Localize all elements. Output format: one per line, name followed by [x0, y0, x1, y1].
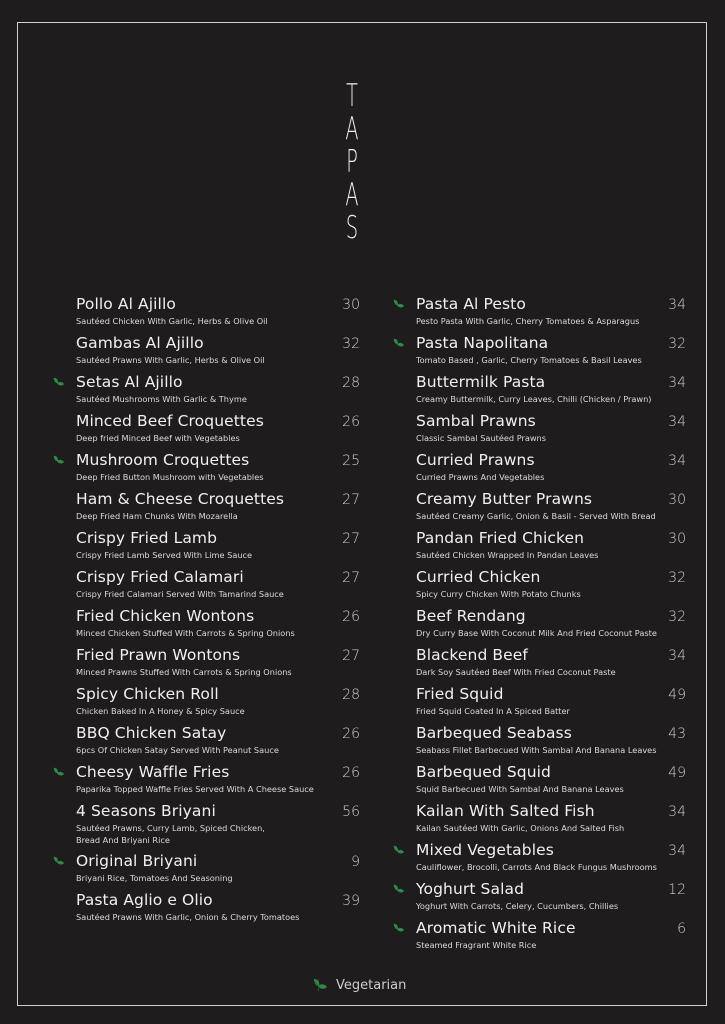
- menu-item: [384, 879, 686, 918]
- leaf-icon: [52, 455, 65, 466]
- menu-item-price: 26: [342, 414, 360, 430]
- menu-item-price: 34: [668, 648, 686, 664]
- menu-item-description: Creamy Buttermilk, Curry Leaves, Chilli (Chicken / Prawn): [416, 394, 652, 404]
- menu-item-name: Creamy Butter Prawns: [416, 490, 593, 508]
- menu-item-name: Setas Al Ajillo: [76, 373, 183, 391]
- menu-item: [44, 723, 360, 762]
- leaf-icon: [52, 856, 65, 867]
- menu-item-price: 34: [668, 297, 686, 313]
- menu-item-name: Crispy Fried Calamari: [76, 568, 244, 586]
- menu-item-description: Sautéed Prawns With Garlic, Onion & Cherry Tomatoes: [76, 912, 300, 922]
- menu-item-description: Spicy Curry Chicken With Potato Chunks: [416, 589, 581, 599]
- menu-item-name: Sambal Prawns: [416, 412, 536, 430]
- menu-item-name: Aromatic White Rice: [416, 919, 576, 937]
- menu-item-name: Original Briyani: [76, 852, 198, 870]
- menu-item-description: Bread And Briyani Rice: [76, 835, 170, 845]
- menu-item-price: 43: [668, 726, 686, 742]
- menu-item-description: Seabass Fillet Barbecued With Sambal And Banana Leaves: [416, 745, 657, 755]
- menu-item-description: Sautéed Chicken Wrapped In Pandan Leaves: [416, 550, 599, 560]
- menu-item-description: 6pcs Of Chicken Satay Served With Peanut Sauce: [76, 745, 279, 755]
- menu-item-description: Sautéed Mushrooms With Garlic & Thyme: [76, 394, 247, 404]
- menu-item-description: Pesto Pasta With Garlic, Cherry Tomatoes & Asparagus: [416, 316, 640, 326]
- menu-item-description: Paparika Topped Waffle Fries Served With A Cheese Sauce: [76, 784, 314, 794]
- menu-item-name: Pasta Aglio e Olio: [76, 891, 213, 909]
- menu-item-price: 28: [342, 375, 360, 391]
- menu-item-description: Classic Sambal Sautéed Prawns: [416, 433, 547, 443]
- menu-item-description: Minced Prawns Stuffed With Carrots & Spring Onions: [76, 667, 292, 677]
- menu-item-name: Fried Prawn Wontons: [76, 646, 241, 664]
- leaf-icon: [392, 923, 405, 934]
- menu-item-name: Pandan Fried Chicken: [416, 529, 585, 547]
- menu-item-price: 26: [342, 726, 360, 742]
- menu-item-name: Ham & Cheese Croquettes: [76, 490, 285, 508]
- menu-item-price: 49: [668, 765, 686, 781]
- menu-item-price: 34: [668, 843, 686, 859]
- title-letter: P: [346, 144, 358, 180]
- menu-item-price: 27: [342, 531, 360, 547]
- menu-item-description: Crispy Fried Calamari Served With Tamarind Sauce: [76, 589, 284, 599]
- menu-item: [44, 567, 360, 606]
- menu-item-description: Sautéed Chicken With Garlic, Herbs & Olive Oil: [76, 316, 268, 326]
- menu-item: [44, 801, 360, 851]
- menu-item: [44, 851, 360, 890]
- menu-item: [384, 762, 686, 801]
- menu-item: [384, 450, 686, 489]
- menu-item: [44, 372, 360, 411]
- menu-item-price: 12: [668, 882, 686, 898]
- menu-item-name: Gambas Al Ajillo: [76, 334, 204, 352]
- menu-item-price: 9: [351, 854, 360, 870]
- menu-item: [44, 606, 360, 645]
- menu-item-price: 30: [668, 531, 686, 547]
- menu-item-description: Cauliflower, Brocolli, Carrots And Black Fungus Mushrooms: [416, 862, 657, 872]
- menu-item-description: Deep fried Minced Beef with Vegetables: [76, 433, 240, 443]
- menu-item-name: BBQ Chicken Satay: [76, 724, 227, 742]
- leaf-icon: [392, 299, 405, 310]
- leaf-icon: [392, 338, 405, 349]
- menu-item-description: Deep Fried Button Mushroom with Vegetables: [76, 472, 264, 482]
- menu-item-name: 4 Seasons Briyani: [76, 802, 216, 820]
- menu-item: [44, 528, 360, 567]
- menu-item-description: Sautéed Prawns With Garlic, Herbs & Olive Oil: [76, 355, 265, 365]
- title-letter: A: [345, 111, 359, 147]
- menu-item: [384, 723, 686, 762]
- menu-item-name: Curried Chicken: [416, 568, 541, 586]
- menu-column-right: [384, 294, 686, 957]
- menu-item-description: Sautéed Creamy Garlic, Onion & Basil - Served With Bread: [416, 511, 656, 521]
- leaf-icon: [52, 767, 65, 778]
- menu-item: [384, 528, 686, 567]
- menu-item-price: 27: [342, 570, 360, 586]
- title-letter: S: [345, 210, 359, 246]
- menu-item-name: Buttermilk Pasta: [416, 373, 546, 391]
- menu-item: [384, 645, 686, 684]
- menu-item: [44, 890, 360, 929]
- menu-item-description: Yoghurt With Carrots, Celery, Cucumbers, Chillies: [416, 901, 619, 911]
- menu-item-description: Tomato Based , Garlic, Cherry Tomatoes & Basil Leaves: [416, 355, 642, 365]
- menu-item-price: 27: [342, 648, 360, 664]
- title-letter: A: [345, 177, 359, 213]
- menu-item-price: 39: [342, 893, 360, 909]
- legend-label: Vegetarian: [336, 977, 407, 993]
- menu-item-name: Minced Beef Croquettes: [76, 412, 264, 430]
- menu-item: [44, 762, 360, 801]
- menu-item: [384, 684, 686, 723]
- menu-item: [44, 411, 360, 450]
- menu-item: [384, 372, 686, 411]
- menu-item-name: Fried Chicken Wontons: [76, 607, 255, 625]
- menu-item-description: Squid Barbecued With Sambal And Banana Leaves: [416, 784, 624, 794]
- menu-item-name: Fried Squid: [416, 685, 504, 703]
- menu-item: [384, 294, 686, 333]
- title-letter: T: [346, 78, 358, 114]
- menu-item-name: Crispy Fried Lamb: [76, 529, 218, 547]
- menu-item-name: Barbequed Seabass: [416, 724, 572, 742]
- menu-item-price: 32: [342, 336, 360, 352]
- menu-item-name: Blackend Beef: [416, 646, 528, 664]
- menu-item: [384, 606, 686, 645]
- menu-item: [44, 489, 360, 528]
- menu-item: [44, 294, 360, 333]
- menu-item: [384, 567, 686, 606]
- menu-item-price: 56: [342, 804, 360, 820]
- menu-item-name: Yoghurt Salad: [416, 880, 525, 898]
- menu-item-description: Deep Fried Ham Chunks With Mozarella: [76, 511, 238, 521]
- menu-item-price: 32: [668, 336, 686, 352]
- menu-item-description: Dry Curry Base With Coconut Milk And Fried Coconut Paste: [416, 628, 657, 638]
- menu-item-price: 25: [342, 453, 360, 469]
- menu-item-price: 28: [342, 687, 360, 703]
- menu-item: [384, 411, 686, 450]
- menu-item-name: Pasta Al Pesto: [416, 295, 526, 313]
- leaf-icon: [392, 884, 405, 895]
- legend: [312, 975, 406, 995]
- menu-item-name: Pollo Al Ajillo: [76, 295, 176, 313]
- menu-item-description: Steamed Fragrant White Rice: [416, 940, 537, 950]
- menu-item-description: Briyani Rice, Tomatoes And Seasoning: [76, 873, 233, 883]
- menu-item: [44, 684, 360, 723]
- menu-item: [44, 645, 360, 684]
- menu-item-name: Beef Rendang: [416, 607, 526, 625]
- menu-item-price: 30: [668, 492, 686, 508]
- menu-item: [384, 840, 686, 879]
- menu-item-price: 34: [668, 453, 686, 469]
- menu-item-description: Curried Prawns And Vegetables: [416, 472, 545, 482]
- page-title: [337, 80, 367, 245]
- menu-item-price: 34: [668, 414, 686, 430]
- menu-item-price: 49: [668, 687, 686, 703]
- menu-column-left: [44, 294, 360, 929]
- menu-item-name: Barbequed Squid: [416, 763, 551, 781]
- leaf-icon: [52, 377, 65, 388]
- menu-item-price: 34: [668, 804, 686, 820]
- menu-item-price: 34: [668, 375, 686, 391]
- menu-item-price: 27: [342, 492, 360, 508]
- menu-item-price: 32: [668, 609, 686, 625]
- menu-item-price: 30: [342, 297, 360, 313]
- menu-item-name: Curried Prawns: [416, 451, 535, 469]
- menu-item-description: Dark Soy Sautéed Beef With Fried Coconut Paste: [416, 667, 616, 677]
- menu-item-description: Chicken Baked In A Honey & Spicy Sauce: [76, 706, 245, 716]
- menu-item-name: Pasta Napolitana: [416, 334, 549, 352]
- menu-item-name: Mixed Vegetables: [416, 841, 554, 859]
- leaf-icon: [312, 978, 328, 992]
- menu-item-price: 6: [677, 921, 686, 937]
- menu-item: [384, 489, 686, 528]
- menu-item-description: Fried Squid Coated In A Spiced Batter: [416, 706, 570, 716]
- menu-item: [384, 801, 686, 840]
- menu-item: [44, 333, 360, 372]
- menu-item-description: Kailan Sautéed With Garlic, Onions And Salted Fish: [416, 823, 625, 833]
- menu-item-description: Crispy Fried Lamb Served With Lime Sauce: [76, 550, 253, 560]
- menu-item-price: 32: [668, 570, 686, 586]
- menu-item: [384, 918, 686, 957]
- menu-item: [44, 450, 360, 489]
- menu-item-price: 26: [342, 765, 360, 781]
- menu-item-name: Mushroom Croquettes: [76, 451, 250, 469]
- menu-item: [384, 333, 686, 372]
- menu-item-description: Sautéed Prawns, Curry Lamb, Spiced Chicken,: [76, 823, 265, 833]
- leaf-icon: [392, 845, 405, 856]
- menu-item-description: Minced Chicken Stuffed With Carrots & Spring Onions: [76, 628, 295, 638]
- menu-item-name: Spicy Chicken Roll: [76, 685, 219, 703]
- menu-item-name: Kailan With Salted Fish: [416, 802, 595, 820]
- menu-item-name: Cheesy Waffle Fries: [76, 763, 230, 781]
- menu-item-price: 26: [342, 609, 360, 625]
